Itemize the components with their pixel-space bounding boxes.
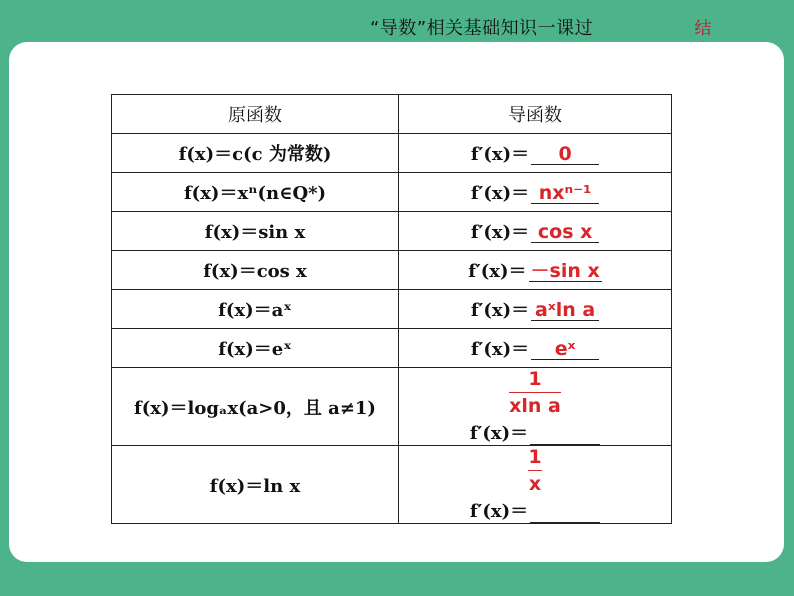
table-row [112, 329, 672, 368]
derivative-prefix: f′(x)＝ [470, 183, 530, 204]
derivative-answer: eˣ [531, 339, 599, 360]
table-row [112, 368, 672, 446]
header-derivative-function: 导函数 [399, 95, 672, 134]
original-function-cell: f(x)＝eˣ [112, 329, 399, 368]
derivative-prefix: f′(x)＝ [469, 501, 529, 522]
derivative-answer: cos x [531, 222, 599, 243]
table-row [112, 290, 672, 329]
table-row [112, 251, 672, 290]
derivative-answer: －sin x [530, 260, 600, 282]
table-row [112, 173, 672, 212]
header-original-function: 原函数 [112, 95, 399, 134]
original-function-cell: f(x)＝logₐx(a>0，且 a≠1) [112, 368, 399, 446]
derivative-answer: aˣln a [531, 300, 599, 321]
derivative-answer: nxⁿ⁻¹ [531, 183, 599, 204]
page-title: “导数”相关基础知识一课过 [370, 18, 594, 39]
original-function-cell: f(x)＝cos x [112, 251, 399, 290]
fraction-denominator: x [528, 473, 542, 495]
derivative-cell [399, 173, 672, 212]
derivative-fraction-answer [509, 368, 561, 417]
table-row [112, 134, 672, 173]
table-row [112, 446, 672, 524]
derivative-cell [399, 368, 672, 446]
table-header-row [112, 95, 672, 134]
original-function-cell: f(x)＝sin x [112, 212, 399, 251]
derivative-cell [399, 446, 672, 524]
derivative-prefix: f′(x)＝ [470, 300, 530, 321]
fraction-numerator: 1 [528, 446, 542, 468]
derivative-table [111, 94, 672, 524]
answer-blank-line [530, 430, 600, 445]
derivative-cell [399, 212, 672, 251]
derivative-cell [399, 329, 672, 368]
content-panel [9, 42, 784, 562]
derivative-cell [399, 290, 672, 329]
end-label-1: 结 [694, 19, 712, 39]
fraction-bar [509, 392, 561, 393]
derivative-cell [399, 134, 672, 173]
derivative-prefix: f′(x)＝ [470, 339, 530, 360]
fraction-numerator: 1 [528, 368, 542, 390]
derivative-prefix: f′(x)＝ [468, 261, 527, 282]
original-function-cell: f(x)＝c(c 为常数) [112, 134, 399, 173]
answer-blank-line [530, 508, 600, 523]
derivative-cell [399, 251, 672, 290]
table-row [112, 212, 672, 251]
fraction-denominator: xln a [509, 395, 561, 417]
original-function-cell: f(x)＝ln x [112, 446, 399, 524]
original-function-cell: f(x)＝aˣ [112, 290, 399, 329]
derivative-prefix: f′(x)＝ [469, 423, 529, 444]
derivative-answer: 0 [531, 144, 599, 165]
derivative-fraction-answer [528, 446, 541, 495]
original-function-cell: f(x)＝xⁿ(n∈Q*) [112, 173, 399, 212]
derivative-prefix: f′(x)＝ [470, 144, 530, 165]
derivative-prefix: f′(x)＝ [470, 222, 530, 243]
fraction-bar [528, 470, 541, 471]
